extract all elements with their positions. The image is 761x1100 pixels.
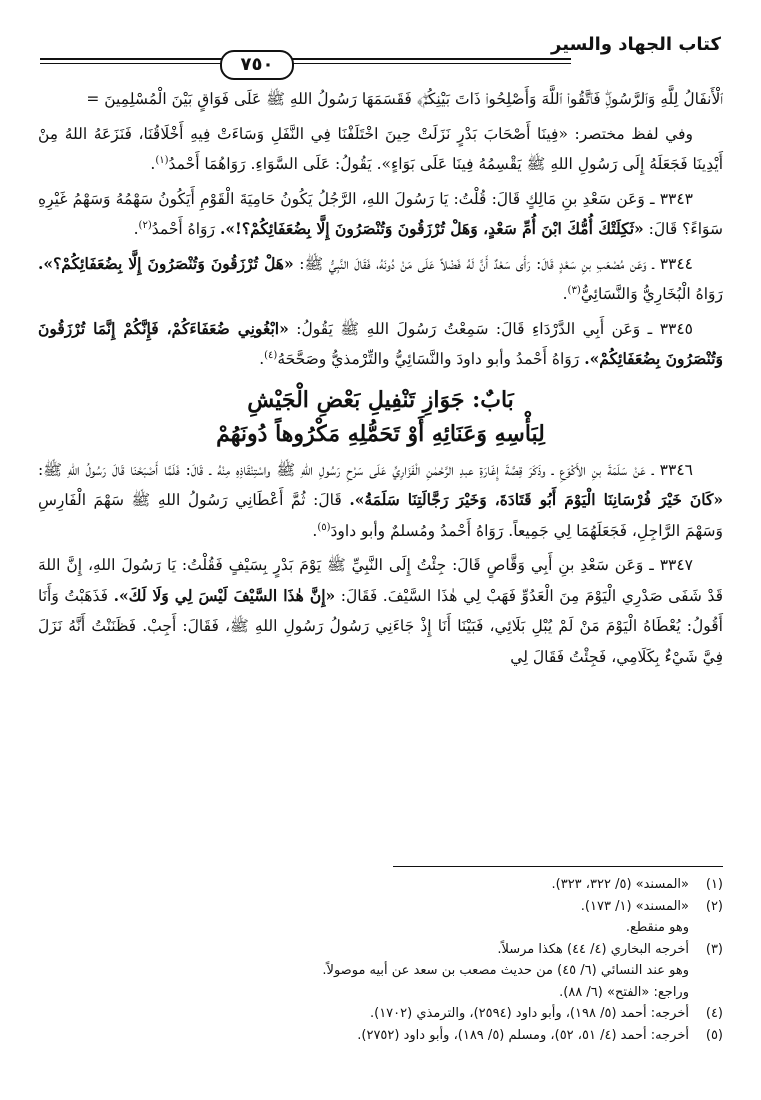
hadith-3347: ٣٣٤٧ ـ وَعَن سَعْدِ بنِ أَبِي وَقَّاصٍ قَالَ: جِئْتُ إِلَى النَّبِيِّ ﷺ يَوْمَ بَدْرٍ بِسَيْفٍ فَقُلْتُ: يَا رَسُولَ اللهِ، إِنَّ اللهَ قَدْ شَفَى صَدْرِي الْيَوْمَ مِنَ الْعَدُوِّ فَهَبْ لِي هٰذَا السَّيْفَ. فَقَالَ: «إِنَّ هٰذَا السَّيْفَ لَيْسَ لِي وَلَا لَكَ». فَذَهَبْتُ وَأَنَا أَقُولُ: يُعْطَاهُ الْيَوْمَ مَنْ لَمْ يُبْلِ بَلَائِي، فَبَيْنَا أَنَا إِذْ جَاءَنِي رَسُولُ رَسُولِ اللهِ ﷺ، فَقَالَ: أَجِبْ. فَظَنَنْتُ أَنَّهُ نَزَلَ فِيَّ شَيْءٌ بِكَلَامِي، فَجِئْتُ فَقَالَ لِي: [38, 556, 724, 666]
main-text: [38, 84, 723, 676]
quran-continuation: ٱلْأَنفَالُ لِلَّهِ وَٱلرَّسُولِۖ فَٱتَّقُوا۟ ٱللَّهَ وَأَصْلِحُوا۟ ذَاتَ بَيْنِكُمْۖ﴾ فَقَسَمَهَا رَسُولُ اللهِ ﷺ عَلَى فَوَاقٍ بَيْنَ الْمُسْلِمِينَ =: [86, 90, 723, 108]
footnote-1: (١) «المسند» (٥/ ٣٢٢، ٣٢٣).: [551, 877, 723, 892]
running-title: كتاب الجهاد والسير: [551, 34, 721, 55]
footnote-ref: (٢): [138, 219, 152, 231]
hadith-3345: ٣٣٤٥ ـ وَعَن أَبِي الدَّرْدَاءِ قَالَ: سَمِعْتُ رَسُولَ اللهِ ﷺ يَقُولُ: «ابْغُونِي ضُعَفَاءَكُمْ، فَإِنَّكُمْ إِنَّمَا تُرْزَقُونَ وَتُنْصَرُونَ بِضُعَفَائِكُمْ». رَوَاهُ أَحْمدُ وأبو داودَ والنَّسَائِيُّ والتِّرْمذيُّ وصَحَّحَهُ$^{(٤)}$.: [38, 318, 723, 368]
header-rule: [40, 58, 571, 60]
hadith-number: ٣٣٤٤: [659, 254, 693, 273]
footnote-2: (٢) «المسند» (١/ ١٧٣).: [580, 898, 723, 914]
footnote-4: (٤) أخرجه: أحمد (٥/ ١٩٨)، وأبو داود (٢٥٩٤)، والترمذي (١٧٠٢).: [369, 1006, 723, 1021]
footnote-ref: (٣): [567, 284, 581, 296]
footnote-5: (٥) أخرجه: أحمد (٤/ ٥١، ٥٢)، ومسلم (٥/ ١٨٩)، وأبو داود (٢٧٥٢).: [357, 1027, 723, 1043]
prophet-saying: «كَانَ خَيْرَ فُرْسَانِنَا الْيَوْمَ أَبُو قَتَادَةَ، وَخَيْرَ رَجَّالَتِنَا سَلَمَةُ».: [349, 490, 724, 509]
page-header: [40, 30, 721, 75]
footnote-3-cont-2: وراجع: «الفتح» (٦/ ٨٨).: [559, 984, 689, 1000]
chapter-heading-line-1: بَابٌ: جَوَازِ تَنْفِيلِ بَعْضِ الْجَيْشِ: [247, 386, 514, 413]
footnote-3: (٣) أخرجه البخاري (٤/ ٤٤) هكذا مرسلاً.: [497, 941, 723, 957]
hadith-3343: ٣٣٤٣ ـ وَعَن سَعْدِ بنِ مَالِكٍ قَالَ: قُلْتُ: يَا رَسُولَ اللهِ، الرَّجُلُ يَكُونُ حَامِيَةَ الْقَوْمِ أَيَكُونُ سَهْمُهُ وَسَهْمُ غَيْرِهِ سَوَاءً؟ قَالَ: «ثَكِلَتْكَ أُمُّكَ ابْنَ أُمِّ سَعْدٍ، وَهَلْ تُرْزَقُونَ وَتُنْصَرُونَ إِلَّا بِضُعَفَائِكُمْ؟!». رَوَاهُ أَحْمدُ$^{(٢)}$.: [38, 189, 723, 238]
hadith-number: ٣٣٤٣: [659, 189, 693, 208]
hadith-number: ٣٣٤٦: [659, 460, 693, 479]
footnote-separator: [393, 866, 723, 867]
header-rule-thin: [40, 63, 571, 64]
footnote-2-cont: وهو منقطع.: [625, 920, 689, 935]
footnote-3-cont-1: وهو عند النسائي (٦/ ٤٥) من حديث مصعب بن سعد عن أبيه موصولاً.: [322, 963, 689, 978]
footnotes: [38, 874, 723, 1046]
hadith-3344: ٣٣٤٤ ـ وَعَن مُصْعَبِ بنِ سَعْدٍ قَالَ: رَأَى سَعْدٌ أَنَّ لَهُ فَضْلاً عَلَى مَنْ دُونَهُ، فَقَالَ النَّبِيُّ ﷺ: «هَلْ تُرْزَقُونَ وَتُنْصَرُونَ إِلَّا بِضُعَفَائِكُمْ؟». رَوَاهُ الْبُخَارِيُّ وَالنَّسَائِيُّ$^{(٣)}$.: [38, 253, 723, 303]
footnote-ref: (١): [155, 154, 169, 166]
prophet-saying: «ابْغُونِي ضُعَفَاءَكُمْ، فَإِنَّكُمْ إِنَّمَا تُرْزَقُونَ وَتُنْصَرُونَ بِضُعَفَائِكُمْ».: [38, 318, 723, 368]
footnote-ref: (٤): [264, 349, 278, 361]
prophet-saying: «هَلْ تُرْزَقُونَ وَتُنْصَرُونَ إِلَّا بِضُعَفَائِكُمْ؟».: [38, 253, 294, 273]
hadith-3346: ٣٣٤٦ ـ عَنْ سَلَمَةَ بنِ الأَكْوَعِ ـ وذَكَرَ قِصَّةَ إِغَارَةِ عبدِ الرَّحْمٰنِ الْفَزَارِيِّ عَلَى سَرْحِ رَسُولِ اللهِ ﷺ واسْتِنْقَاذِهِ مِنْهُ ـ قَالَ: فَلَمَّا أَصْبَحْنَا قَالَ رَسُولُ اللهِ ﷺ: «كَانَ خَيْرَ فُرْسَانِنَا الْيَوْمَ أَبُو قَتَادَةَ، وَخَيْرَ رَجَّالَتِنَا سَلَمَةُ». قَالَ: ثُمَّ أَعْطَانِي رَسُولُ اللهِ ﷺ سَهْمَ الْفَارِسِ وَسَهْمَ الرَّاجِلِ، فَجَعَلَهُمَا لِي جَمِيعاً. رَوَاهُ أَحْمدُ ومُسلمٌ وأبو داودَ$^{(٥)}$.: [38, 460, 724, 540]
chapter-heading: [38, 383, 723, 451]
hadith-number: ٣٣٤٧: [659, 556, 693, 574]
prophet-saying: «إِنَّ هٰذَا السَّيْفَ لَيْسَ لِي وَلَا لَكَ».: [113, 585, 336, 605]
page-number: ٧٥٠: [220, 50, 294, 80]
footnote-ref: (٥): [317, 521, 331, 533]
paragraph-short-wording: وفي لفظ مختصر: «فِينَا أَصْحَابَ بَدْرٍ نَزَلَتْ حِينَ اخْتَلَفْنَا فِي النَّفَلِ وَسَاءَتْ فِيهِ أَخْلَاقُنَا، فَنَزَعَهُ اللهُ مِنْ أَيْدِينَا فَجَعَلَهُ إِلَى رَسُولِ اللهِ ﷺ يَقْسِمُهُ فِينَا عَلَى بَوَاءٍ». يَقُولُ: عَلَى السَّوَاءِ. رَوَاهُمَا أَحْمدُ$^{(١)}$.: [38, 124, 723, 173]
chapter-heading-line-2: لِبَأْسِهِ وَعَنَائِهِ أَوْ تَحَمُّلِهِ مَكْرُوهاً دُونَهُمْ: [216, 420, 545, 447]
prophet-saying: «ثَكِلَتْكَ أُمُّكَ ابْنَ أُمِّ سَعْدٍ، وَهَلْ تُرْزَقُونَ وَتُنْصَرُونَ إِلَّا بِضُعَفَائِكُمْ؟!».: [219, 219, 644, 238]
hadith-number: ٣٣٤٥: [659, 319, 693, 338]
